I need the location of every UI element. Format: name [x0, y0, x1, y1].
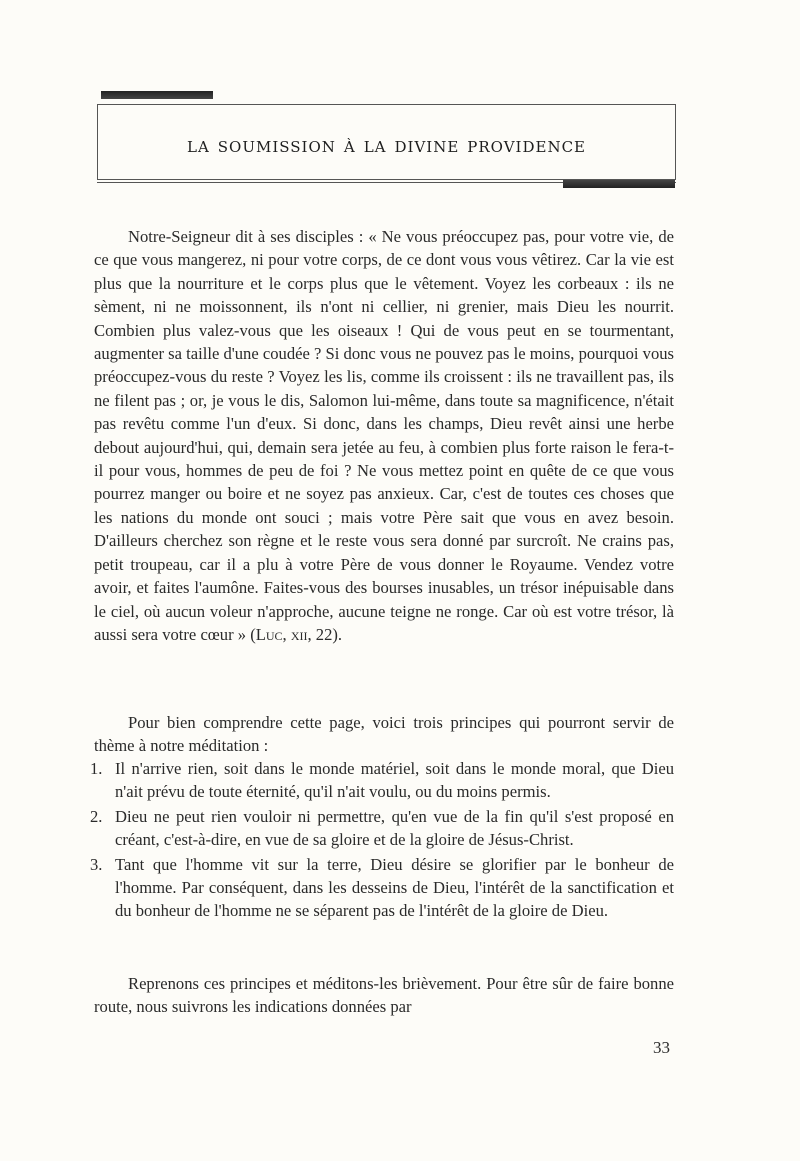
list-item-text: Dieu ne peut rien vouloir ni permettre, qu'en vue de la fin qu'il s'est proposé en créant, c'est-à-dire, en vue de sa gloire et de la gloire de Jésus-Christ. — [115, 806, 674, 850]
principles-list — [90, 757, 674, 924]
title-top-rule — [101, 91, 213, 99]
list-item-number: 1. — [90, 759, 103, 778]
list-item-text: Tant que l'homme vit sur la terre, Dieu désire se glorifier par le bonheur de l'homme. Par conséquent, dans les desseins de Dieu, l'intérêt de la sanctification et du bonheur de l'homme ne se séparent pas de l'intérêt de la gloire de Dieu. — [115, 854, 674, 921]
list-item — [90, 757, 674, 804]
closing-paragraph: Reprenons ces principes et méditons-les brièvement. Pour être sûr de faire bonne route, nous suivrons les indications données par — [94, 974, 674, 1017]
scripture-citation: (Luc, xii, 22). — [250, 624, 343, 644]
title-frame — [97, 104, 676, 180]
list-item-text: Il n'arrive rien, soit dans le monde matériel, soit dans le monde moral, que Dieu n'ait prévu de toute éternité, qu'il n'ait voulu, ou du moins permis. — [115, 759, 674, 802]
page-number: 33 — [653, 1038, 670, 1057]
scripture-quote: Notre-Seigneur dit à ses disciples : « Ne vous préoccupez pas, pour votre vie, de ce que vous mangerez, ni pour votre corps, de ce dont vous vous vêtirez. Car la vie est plus que la nourriture et le corps plus que le vêtement. Voyez les corbeaux : ils ne sèment, ni ne moissonnent, ils n'ont ni cellier, ni grenier, mais Dieu les nourrit. Combien plus valez-vous que les oiseaux ! Qui de vous peut en se tourmentant, augmenter sa taille d'une coudée ? Si donc vous ne pouvez pas le moins, pourquoi vous préoccupez-vous du reste ? Voyez les lis, comme ils croissent : ils ne travaillent pas, ils ne filent pas ; or, je vous le dis, Salomon lui-même, dans toute sa magnificence, n'était pas revêtu comme l'un d'eux. Si donc, dans les champs, Dieu revêt ainsi une herbe debout aujourd'hui, qui, demain sera jetée au feu, à combien plus forte raison le fera-t-il pour vous, hommes de peu de foi ? Ne vous mettez point en quête de ce que vous pourrez manger ou boire et ne soyez pas anxieux. Car, c'est de toutes ces choses que les nations du monde ont souci ; mais votre Père sait que vous en avez besoin. D'ailleurs cherchez son règne et le reste vous sera donné par surcroît. Ne crains pas, petit troupeau, car il a plu à votre Père de vous donner le Royaume. Vendez votre avoir, et faites l'aumône. Faites-vous des bourses inusables, un trésor inépuisable dans le ciel, où aucun voleur n'approche, aucune teigne ne ronge. Car où est votre trésor, là aussi sera votre cœur » — [94, 227, 674, 644]
list-item — [90, 853, 674, 923]
list-item-number: 2. — [90, 806, 103, 826]
list-item — [90, 805, 674, 852]
list-item-number: 3. — [90, 854, 103, 874]
page-title: la soumission à la divine providence — [186, 133, 586, 158]
intro-paragraph: Pour bien comprendre cette page, voici trois principes qui pourront servir de thème à notre méditation : — [94, 713, 674, 756]
scripture-paragraph — [94, 225, 674, 646]
title-bottom-rule — [563, 180, 675, 188]
